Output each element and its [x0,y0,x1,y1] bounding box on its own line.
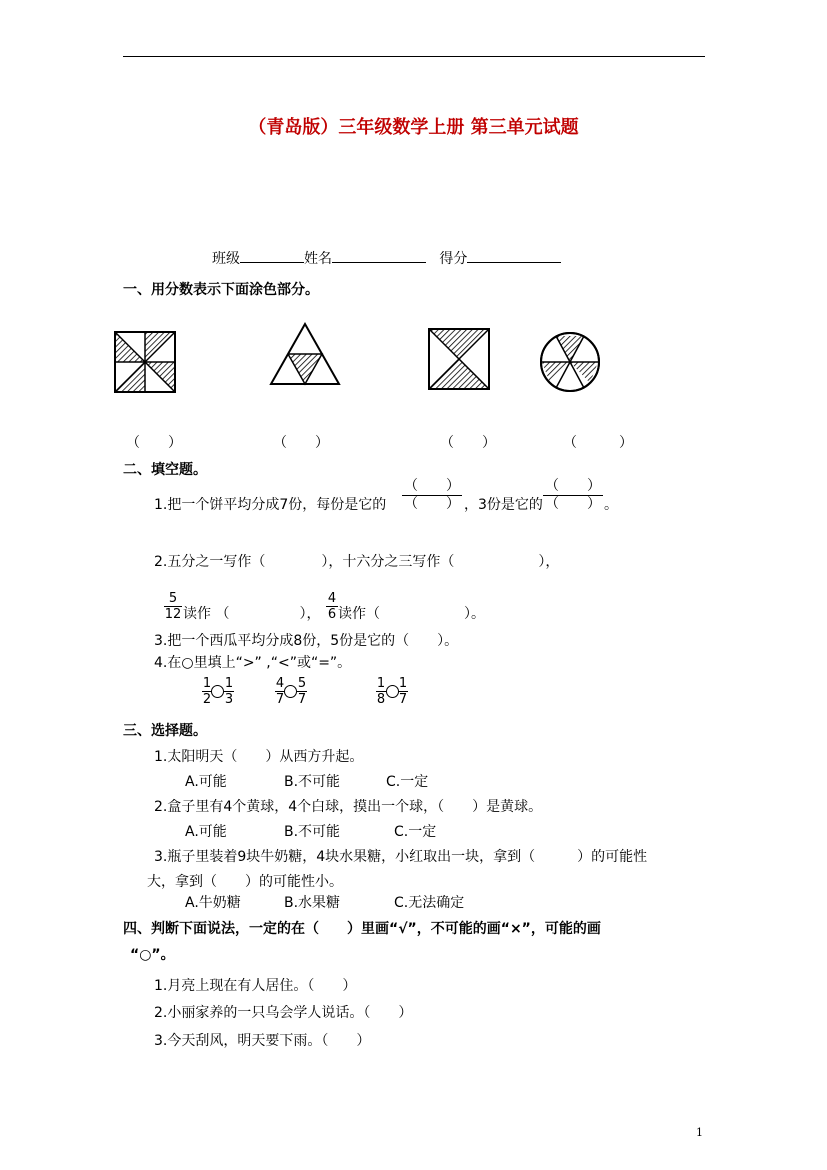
name-label: 姓名 [304,251,332,267]
fraction-4-6: 4 6 [327,591,337,622]
fill-q3: 3.把一个西瓜平均分成8份，5份是它的（ ）。 [154,633,459,649]
judge-q3: 3.今天刮风，明天要下雨。（ ） [154,1033,371,1049]
name-blank[interactable] [332,248,426,263]
compare-2-left: 4 7 [275,676,285,707]
figure-square-pinwheel [114,331,176,393]
fill-q1-text-b: ，3份是它的 [464,497,543,513]
page-title: （青岛版）三年级数学上册 第三单元试题 [248,117,579,138]
fraction-5-12: 5 12 [164,591,182,622]
choice-q3-opt-a[interactable]: A.牛奶糖 [185,895,241,911]
paren-numerator: （ ） [545,478,601,494]
score-label: 得分 [439,251,468,267]
choice-q2-opt-c[interactable]: C.一定 [394,824,437,840]
choice-q3-opt-c[interactable]: C.无法确定 [394,895,465,911]
paren-denominator: （ ） [404,496,460,512]
fill-q1-text-c: 。 [604,497,618,513]
fill-q1-fraction-2[interactable] [543,480,603,511]
paren-denominator: （ ） [545,496,601,512]
choice-q2-opt-b[interactable]: B.不可能 [284,824,341,840]
choice-q2: 2.盒子里有4个黄球，4个白球，摸出一个球，（ ）是黄球。 [154,799,543,815]
section-1-heading: 一、用分数表示下面涂色部分。 [123,282,319,298]
answer-blank-3[interactable]: （ ） [440,435,496,451]
score-blank[interactable] [467,248,561,263]
judge-q1: 1.月亮上现在有人居住。（ ） [154,978,357,994]
figure-circle [535,331,605,393]
compare-1-circle[interactable] [211,685,224,698]
compare-2-right: 5 7 [297,676,307,707]
info-line [212,248,561,268]
answer-blank-1[interactable]: （ ） [126,435,182,451]
choice-q2-opt-a[interactable]: A.可能 [185,824,227,840]
header-rule [123,56,705,57]
choice-q3-line-2: 大，拿到（ ）的可能性小。 [147,874,343,890]
class-label: 班级 [212,251,240,267]
compare-1-right: 1 3 [224,676,234,707]
answer-blank-2[interactable]: （ ） [273,435,329,451]
fill-q2-line: 2.五分之一写作（ ），十六分之三写作（ ）， [154,554,560,570]
fill-q4: 4.在○里填上“>” ,“<”或“=”。 [154,655,352,671]
section-3-heading: 三、选择题。 [123,723,207,739]
answer-blank-4[interactable]: （ ） [563,435,633,451]
compare-1-left: 1 2 [202,676,212,707]
choice-q1-opt-b[interactable]: B.不可能 [284,774,341,790]
figure-triangle [270,322,340,386]
class-blank[interactable] [240,248,304,263]
fill-q1-text-a: 1.把一个饼平均分成7份，每份是它的 [154,497,387,513]
figure-square-diagonal [428,328,490,390]
compare-3-left: 1 8 [376,676,386,707]
fill-q2-read-2: 读作（ ）。 [338,606,485,622]
compare-3-right: 1 7 [398,676,408,707]
choice-q3-opt-b[interactable]: B.水果糖 [284,895,341,911]
fill-q2-read-1: 读作 （ ）， [183,606,321,622]
section-4-heading-line-2: “○”。 [130,947,175,963]
choice-q1-opt-c[interactable]: C.一定 [386,774,429,790]
judge-q2: 2.小丽家养的一只乌会学人说话。（ ） [154,1005,413,1021]
choice-q3-line-1: 3.瓶子里装着9块牛奶糖，4块水果糖，小红取出一块，拿到（ ）的可能性 [154,849,648,865]
page-number: 1 [696,1126,703,1139]
section-4-heading-line-1: 四、判断下面说法，一定的在（ ）里画“√”，不可能的画“×”，可能的画 [123,921,601,937]
fill-q1-fraction-1[interactable] [402,480,462,511]
choice-q1-opt-a[interactable]: A.可能 [185,774,227,790]
section-2-heading: 二、填空题。 [123,462,207,478]
choice-q1: 1.太阳明天（ ）从西方升起。 [154,749,364,765]
compare-2-circle[interactable] [284,685,297,698]
paren-numerator: （ ） [404,478,460,494]
